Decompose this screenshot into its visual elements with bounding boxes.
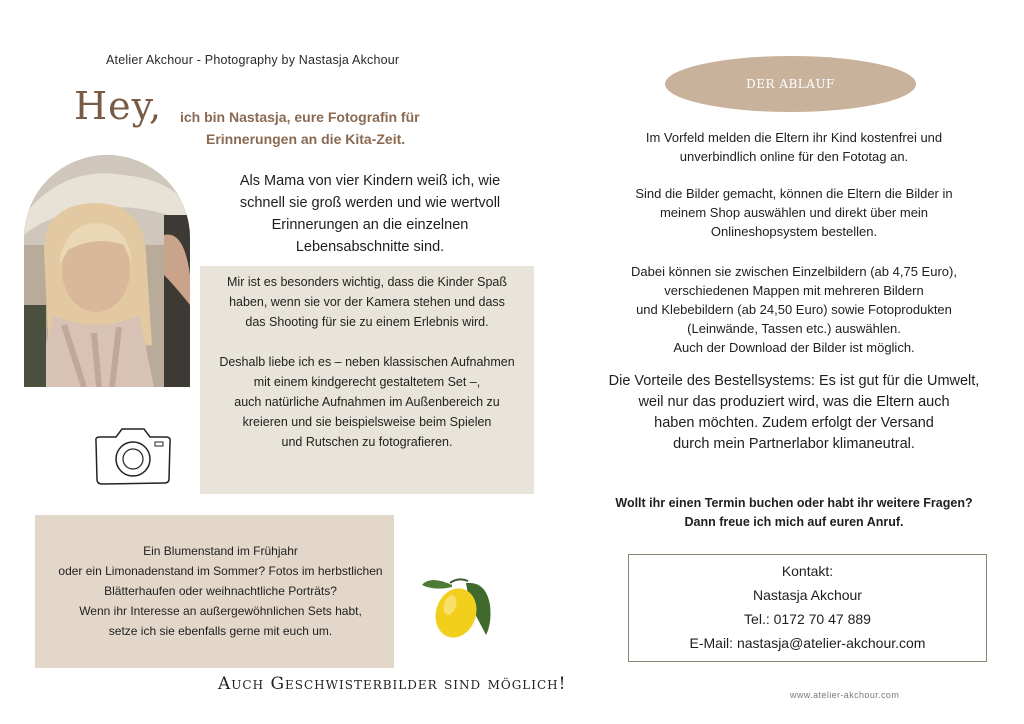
call-to-action: [578, 494, 1010, 532]
p4-line: durch mein Partnerlabor klimaneutral.: [673, 436, 915, 452]
sets-text: [35, 515, 394, 641]
lead-text: [210, 170, 530, 258]
p1-line: unverbindlich online für den Fototag an.: [679, 149, 909, 164]
p4-line: weil nur das produziert wird, was die Eltern auch: [638, 394, 950, 410]
box1-line: auch natürliche Aufnahmen im Außenbereich zu: [234, 395, 500, 409]
box1-line: Deshalb liebe ich es – neben klassischen Aufnahmen: [219, 355, 515, 369]
lead-line: Erinnerungen an die einzelnen: [271, 217, 469, 233]
box2-line: Ein Blumenstand im Frühjahr: [143, 544, 298, 558]
sibling-photos-banner: Auch Geschwisterbilder sind möglich!: [218, 674, 567, 694]
header-title: Atelier Akchour - Photography by Nastasja Akchour: [106, 53, 400, 67]
box1-line: das Shooting für sie zu einem Erlebnis wird.: [245, 315, 489, 329]
p3-line: (Leinwände, Tassen etc.) auswählen.: [687, 321, 901, 336]
p4-line: Die Vorteile des Bestellsystems: Es ist gut für die Umwelt,: [608, 373, 980, 389]
p3-line: und Klebebildern (ab 24,50 Euro) sowie Fotoprodukten: [636, 302, 952, 317]
p2-line: Onlineshopsystem bestellen.: [710, 224, 878, 239]
p4-line: haben möchten. Zudem erfolgt der Versand: [654, 415, 934, 431]
contact-name: Nastasja Akchour: [753, 587, 862, 603]
box2-line: setze ich sie ebenfalls gerne mit euch um.: [108, 624, 333, 638]
box1-line: Mir ist es besonders wichtig, dass die Kinder Spaß: [227, 275, 507, 289]
box2-line: Blätterhaufen oder weihnachtliche Porträts?: [104, 584, 337, 598]
lead-line: schnell sie groß werden und wie wertvoll: [239, 195, 501, 211]
box2-line: Wenn ihr Interesse an außergewöhnlichen Sets habt,: [79, 604, 362, 618]
cta-line: Dann freue ich mich auf euren Anruf.: [684, 515, 904, 529]
intro-text: [180, 106, 480, 150]
cta-line: Wollt ihr einen Termin buchen oder habt ihr weitere Fragen?: [615, 496, 973, 510]
box1-line: mit einem kindgerecht gestaltetem Set –,: [253, 375, 481, 389]
ablauf-paragraph-3: [578, 262, 1010, 357]
p1-line: Im Vorfeld melden die Eltern ihr Kind kostenfrei und: [645, 130, 943, 145]
contact-box: [628, 554, 987, 662]
lead-line: Als Mama von vier Kindern weiß ich, wie: [239, 173, 501, 189]
box2-line: oder ein Limonadenstand im Sommer? Fotos im herbstlichen: [58, 564, 383, 578]
info-box-shooting: [200, 266, 534, 494]
contact-phone[interactable]: Tel.: 0172 70 47 889: [744, 611, 871, 627]
portrait-photo: [24, 155, 190, 387]
p3-line: Auch der Download der Bilder ist möglich.: [673, 340, 915, 355]
info-box-text: [200, 266, 534, 458]
contact-heading: Kontakt:: [781, 563, 834, 579]
p3-line: verschiedenen Mappen mit mehreren Bildern: [664, 283, 924, 298]
box1-line: haben, wenn sie vor der Kamera stehen und dass: [229, 295, 505, 309]
contact-email[interactable]: E-Mail: nastasja@atelier-akchour.com: [689, 635, 926, 651]
ablauf-heading: DER ABLAUF: [665, 56, 916, 112]
box1-line: und Rutschen zu fotografieren.: [281, 435, 453, 449]
p2-line: Sind die Bilder gemacht, können die Eltern die Bilder in: [635, 186, 953, 201]
ablauf-paragraph-2: [578, 184, 1010, 241]
box1-line: kreieren und sie beispielsweise beim Spielen: [242, 415, 492, 429]
ablauf-paragraph-4: [578, 371, 1010, 455]
info-box-sets: [35, 515, 394, 668]
p2-line: meinem Shop auswählen und direkt über mein: [659, 205, 929, 220]
intro-line-1: ich bin Nastasja, eure Fotografin für: [180, 109, 420, 125]
greeting-hey: Hey,: [74, 84, 163, 128]
intro-line-2: Erinnerungen an die Kita-Zeit.: [206, 131, 406, 147]
ablauf-paragraph-1: [578, 128, 1010, 166]
lemon-icon: [420, 575, 494, 648]
website-link[interactable]: www.atelier-akchour.com: [790, 690, 900, 700]
lead-line: Lebensabschnitte sind.: [295, 239, 445, 255]
p3-line: Dabei können sie zwischen Einzelbildern (ab 4,75 Euro),: [631, 264, 957, 279]
portrait-illustration: [24, 155, 190, 387]
camera-icon: [92, 425, 174, 492]
